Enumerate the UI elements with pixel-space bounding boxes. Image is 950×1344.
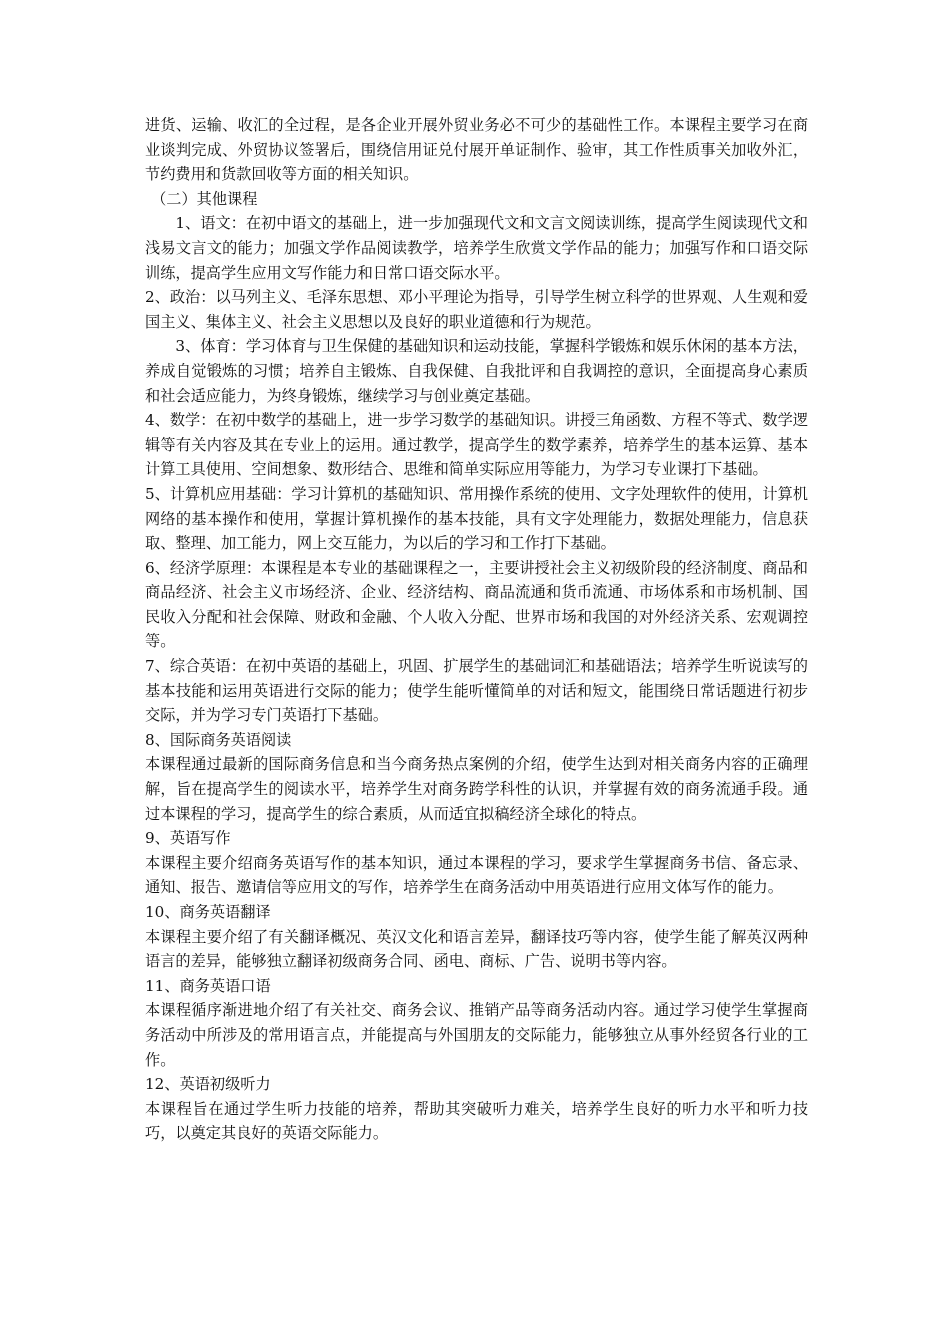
paragraph-business-reading: 本课程通过最新的国际商务信息和当今商务热点案例的介绍，使学生达到对相关商务内容的正确理解，旨在提高学生的阅读水平，培养学生对商务跨学科性的认识，并掌握有效的商务流通手段。通过本课程的学习，提高学生的综合素质，从而适宜拟稿经济全球化的特点。 <box>145 755 808 823</box>
paragraph-writing: 本课程主要介绍商务英语写作的基本知识，通过本课程的学习，要求学生掌握商务书信、备忘录、通知、报告、邀请信等应用文的写作，培养学生在商务活动中用英语进行应用文体写作的能力。 <box>145 853 808 897</box>
document-body <box>145 113 808 1146</box>
course-heading-translation: 10、商务英语翻译 <box>145 903 271 921</box>
paragraph-oral: 本课程循序渐进地介绍了有关社交、商务会议、推销产品等商务活动内容。通过学习使学生掌握商务活动中所涉及的常用语言点，并能提高与外国朋友的交际能力，能够独立从事外经贸各行业的工作。 <box>145 1001 808 1069</box>
paragraph-computer-course: 5、计算机应用基础：学习计算机的基础知识、常用操作系统的使用、文字处理软件的使用，计算机网络的基本操作和使用，掌握计算机操作的基本技能，具有文字处理能力，数据处理能力，信息获取、整理、加工能力，网上交互能力，为以后的学习和工作打下基础。 <box>145 484 808 553</box>
paragraph-math-course: 4、数学：在初中数学的基础上，进一步学习数学的基础知识。讲授三角函数、方程不等式、数学逻辑等有关内容及其在专业上的运用。通过教学，提高学生的数学素养，培养学生的基本运算、基本计算工具使用、空间想象、数形结合、思维和简单实际应用等能力，为学习专业课打下基础。 <box>145 411 808 479</box>
course-heading-listening: 12、英语初级听力 <box>145 1075 271 1094</box>
paragraph-economics-course: 6、经济学原理：本课程是本专业的基础课程之一，主要讲授社会主义初级阶段的经济制度、商品和商品经济、社会主义市场经济、企业、经济结构、商品流通和货币流通、市场体系和市场机制、国民收入分配和社会保障、财政和金融、个人收入分配、世界市场和我国的对外经济关系、宏观调控等。 <box>145 558 808 651</box>
course-heading-business-reading: 8、国际商务英语阅读 <box>145 730 292 749</box>
section-heading-other-courses: （二）其他课程 <box>151 189 258 208</box>
paragraph-chinese-course: 1、语文：在初中语文的基础上，进一步加强现代文和文言文阅读训练，提高学生阅读现代文和浅易文言文的能力；加强文学作品阅读教学，培养学生欣赏文学作品的能力；加强写作和口语交际训练，提高学生应用文写作能力和日常口语交际水平。 <box>145 214 808 282</box>
paragraph-pe-course: 3、体育：学习体育与卫生保健的基础知识和运动技能，掌握科学锻炼和娱乐休闲的基本方法，养成自觉锻炼的习惯；培养自主锻炼、自我保健、自我批评和自我调控的意识，全面提高身心素质和社会适应能力，为终身锻炼，继续学习与创业奠定基础。 <box>145 337 808 405</box>
course-heading-oral: 11、商务英语口语 <box>145 976 271 995</box>
paragraph-intro-continued: 进货、运输、收汇的全过程，是各企业开展外贸业务必不可少的基础性工作。本课程主要学习在商业谈判完成、外贸协议签署后，围绕信用证兑付展开单证制作、验审，其工作性质事关加收外汇，节约费用和货款回收等方面的相关知识。 <box>145 116 808 184</box>
paragraph-translation: 本课程主要介绍了有关翻译概况、英汉文化和语言差异，翻译技巧等内容，使学生能了解英汉两种语言的差异，能够独立翻译初级商务合同、函电、商标、广告、说明书等内容。 <box>145 927 808 971</box>
paragraph-english-course: 7、综合英语：在初中英语的基础上，巩固、扩展学生的基础词汇和基础语法；培养学生听说读写的基本技能和运用英语进行交际的能力；使学生能听懂简单的对话和短文，能围绕日常话题进行初步交际，并为学习专门英语打下基础。 <box>145 657 808 725</box>
paragraph-listening: 本课程旨在通过学生听力技能的培养，帮助其突破听力难关，培养学生良好的听力水平和听力技巧，以奠定其良好的英语交际能力。 <box>145 1099 808 1143</box>
paragraph-politics-course: 2、政治：以马列主义、毛泽东思想、邓小平理论为指导，引导学生树立科学的世界观、人生观和爱国主义、集体主义、社会主义思想以及良好的职业道德和行为规范。 <box>145 288 808 331</box>
course-heading-writing: 9、英语写作 <box>145 829 231 848</box>
